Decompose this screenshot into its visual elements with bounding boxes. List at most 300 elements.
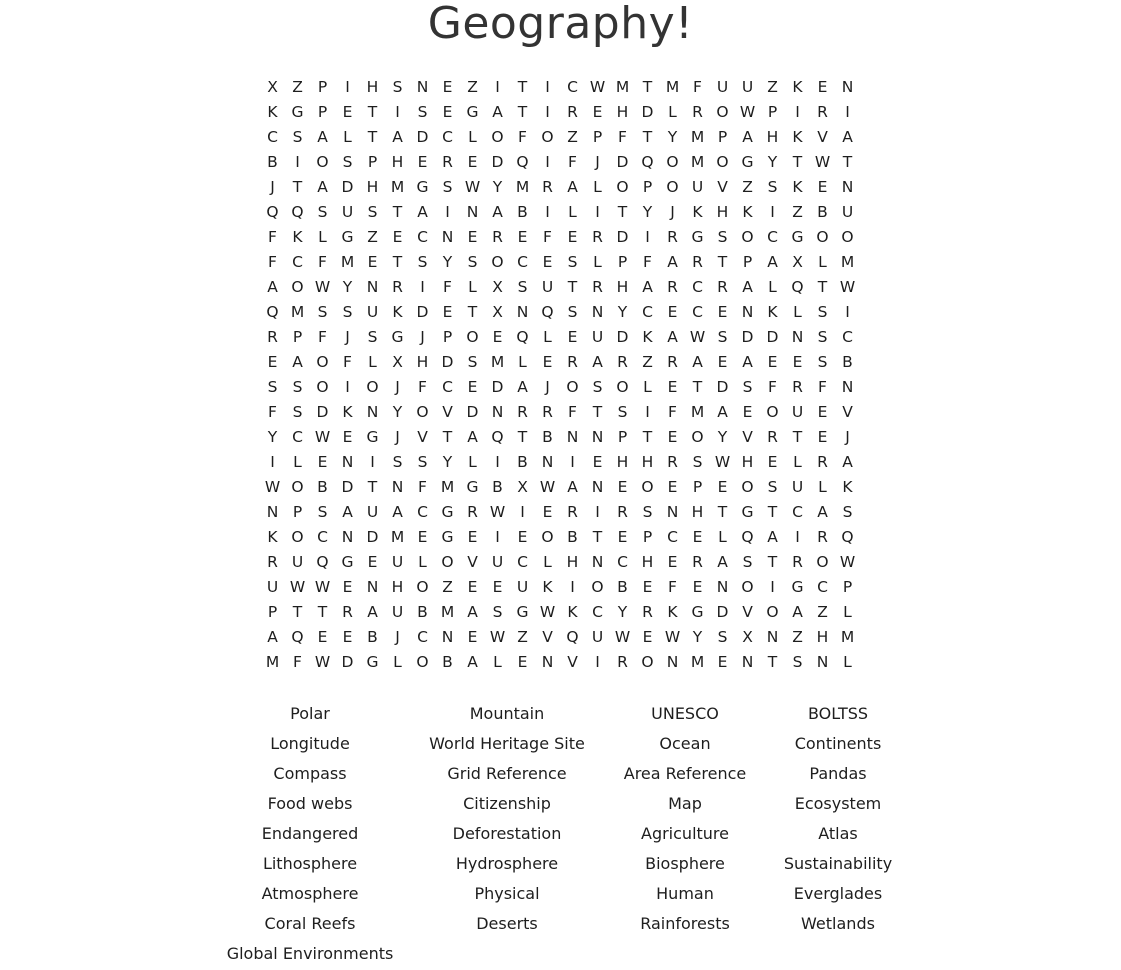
grid-letter[interactable]: S xyxy=(567,303,578,321)
grid-letter[interactable]: S xyxy=(392,453,403,471)
grid-letter[interactable]: T xyxy=(792,153,803,171)
grid-letter[interactable]: Y xyxy=(492,178,503,196)
grid-letter[interactable]: W xyxy=(539,603,556,621)
grid-letter[interactable]: U xyxy=(266,578,279,596)
grid-letter[interactable]: M xyxy=(265,653,280,671)
grid-letter[interactable]: W xyxy=(314,278,331,296)
grid-letter[interactable]: O xyxy=(691,428,704,446)
grid-letter[interactable]: D xyxy=(491,153,504,171)
grid-letter[interactable]: S xyxy=(717,228,728,246)
grid-letter[interactable]: E xyxy=(817,178,828,196)
grid-letter[interactable]: O xyxy=(741,478,754,496)
grid-letter[interactable]: V xyxy=(417,428,428,446)
grid-letter[interactable]: J xyxy=(345,328,350,346)
grid-letter[interactable]: U xyxy=(516,578,529,596)
grid-letter[interactable]: C xyxy=(767,228,778,246)
grid-letter[interactable]: R xyxy=(542,178,553,196)
grid-letter[interactable]: S xyxy=(417,453,428,471)
grid-letter[interactable]: W xyxy=(489,503,506,521)
grid-letter[interactable]: T xyxy=(317,603,328,621)
grid-letter[interactable]: I xyxy=(570,453,575,471)
grid-letter[interactable]: S xyxy=(717,328,728,346)
grid-letter[interactable]: I xyxy=(845,103,850,121)
grid-letter[interactable]: W xyxy=(489,628,506,646)
grid-letter[interactable]: A xyxy=(392,128,403,146)
grid-letter[interactable]: S xyxy=(342,303,353,321)
grid-letter[interactable]: C xyxy=(817,578,828,596)
grid-letter[interactable]: L xyxy=(568,203,577,221)
grid-letter[interactable]: P xyxy=(292,328,303,346)
grid-letter[interactable]: F xyxy=(418,378,427,396)
grid-letter[interactable]: S xyxy=(817,328,828,346)
grid-letter[interactable]: Z xyxy=(567,128,578,146)
grid-letter[interactable]: N xyxy=(466,203,479,221)
grid-letter[interactable]: S xyxy=(592,378,603,396)
grid-letter[interactable]: Q xyxy=(266,303,279,321)
grid-letter[interactable]: Q xyxy=(516,328,529,346)
grid-letter[interactable]: I xyxy=(645,403,650,421)
grid-letter[interactable]: B xyxy=(492,478,503,496)
grid-letter[interactable]: R xyxy=(492,228,503,246)
grid-letter[interactable]: F xyxy=(268,403,277,421)
grid-letter[interactable]: D xyxy=(441,353,454,371)
grid-letter[interactable]: G xyxy=(466,478,479,496)
grid-letter[interactable]: A xyxy=(292,353,303,371)
grid-letter[interactable]: J xyxy=(420,328,425,346)
grid-letter[interactable]: O xyxy=(641,653,654,671)
grid-letter[interactable]: L xyxy=(793,453,802,471)
grid-letter[interactable]: R xyxy=(817,103,828,121)
grid-letter[interactable]: A xyxy=(742,353,753,371)
grid-letter[interactable]: E xyxy=(717,653,728,671)
grid-letter[interactable]: C xyxy=(267,128,278,146)
grid-letter[interactable]: C xyxy=(292,428,303,446)
grid-letter[interactable]: M xyxy=(340,253,355,271)
grid-letter[interactable]: L xyxy=(668,103,677,121)
grid-letter[interactable]: T xyxy=(442,428,453,446)
grid-letter[interactable]: R xyxy=(517,403,528,421)
grid-letter[interactable]: H xyxy=(641,453,654,471)
grid-letter[interactable]: M xyxy=(690,128,705,146)
grid-letter[interactable]: T xyxy=(842,153,853,171)
grid-letter[interactable]: D xyxy=(641,103,654,121)
grid-letter[interactable]: E xyxy=(792,353,803,371)
grid-letter[interactable]: R xyxy=(642,603,653,621)
grid-letter[interactable]: R xyxy=(717,278,728,296)
grid-letter[interactable]: O xyxy=(566,378,579,396)
grid-letter[interactable]: U xyxy=(791,478,804,496)
grid-letter[interactable]: L xyxy=(818,478,827,496)
grid-letter[interactable]: R xyxy=(467,503,478,521)
grid-letter[interactable]: R xyxy=(667,228,678,246)
grid-letter[interactable]: E xyxy=(817,78,828,96)
grid-letter[interactable]: G xyxy=(691,603,704,621)
grid-letter[interactable]: E xyxy=(417,153,428,171)
grid-letter[interactable]: G xyxy=(741,153,754,171)
grid-letter[interactable]: S xyxy=(392,78,403,96)
grid-letter[interactable]: U xyxy=(591,628,604,646)
grid-letter[interactable]: S xyxy=(267,378,278,396)
grid-letter[interactable]: H xyxy=(641,553,654,571)
grid-letter[interactable]: C xyxy=(567,78,578,96)
grid-letter[interactable]: M xyxy=(690,403,705,421)
grid-letter[interactable]: H xyxy=(416,353,429,371)
grid-letter[interactable]: G xyxy=(366,428,379,446)
grid-letter[interactable]: E xyxy=(642,628,653,646)
grid-letter[interactable]: E xyxy=(617,528,628,546)
grid-letter[interactable]: O xyxy=(841,228,854,246)
grid-letter[interactable]: Q xyxy=(541,303,554,321)
grid-letter[interactable]: Y xyxy=(767,153,778,171)
grid-letter[interactable]: R xyxy=(592,228,603,246)
grid-letter[interactable]: S xyxy=(367,328,378,346)
grid-letter[interactable]: K xyxy=(342,403,353,421)
grid-letter[interactable]: O xyxy=(291,478,304,496)
grid-letter[interactable]: F xyxy=(268,253,277,271)
grid-letter[interactable]: O xyxy=(316,353,329,371)
grid-letter[interactable]: E xyxy=(817,403,828,421)
grid-letter[interactable]: M xyxy=(490,353,505,371)
grid-letter[interactable]: O xyxy=(416,578,429,596)
grid-letter[interactable]: I xyxy=(645,228,650,246)
grid-letter[interactable]: E xyxy=(542,503,553,521)
grid-letter[interactable]: L xyxy=(593,178,602,196)
grid-letter[interactable]: T xyxy=(517,428,528,446)
grid-letter[interactable]: Q xyxy=(741,528,754,546)
grid-letter[interactable]: S xyxy=(767,178,778,196)
grid-letter[interactable]: Y xyxy=(717,428,728,446)
grid-letter[interactable]: O xyxy=(741,578,754,596)
grid-letter[interactable]: C xyxy=(292,253,303,271)
grid-letter[interactable]: U xyxy=(791,403,804,421)
grid-letter[interactable]: W xyxy=(464,178,481,196)
grid-letter[interactable]: O xyxy=(816,553,829,571)
grid-letter[interactable]: U xyxy=(591,328,604,346)
grid-letter[interactable]: X xyxy=(492,303,503,321)
grid-letter[interactable]: S xyxy=(317,503,328,521)
grid-letter[interactable]: B xyxy=(842,353,853,371)
grid-letter[interactable]: R xyxy=(667,278,678,296)
grid-letter[interactable]: L xyxy=(768,278,777,296)
grid-letter[interactable]: I xyxy=(595,653,600,671)
grid-letter[interactable]: H xyxy=(766,128,779,146)
grid-letter[interactable]: E xyxy=(467,628,478,646)
grid-letter[interactable]: J xyxy=(845,428,850,446)
grid-letter[interactable]: F xyxy=(268,228,277,246)
grid-letter[interactable]: P xyxy=(617,253,628,271)
grid-letter[interactable]: B xyxy=(567,528,578,546)
grid-letter[interactable]: U xyxy=(716,78,729,96)
grid-letter[interactable]: D xyxy=(341,478,354,496)
grid-letter[interactable]: R xyxy=(267,328,278,346)
grid-letter[interactable]: G xyxy=(341,553,354,571)
grid-letter[interactable]: A xyxy=(717,403,728,421)
grid-letter[interactable]: Z xyxy=(817,603,828,621)
grid-letter[interactable]: I xyxy=(270,453,275,471)
grid-letter[interactable]: A xyxy=(492,203,503,221)
grid-letter[interactable]: F xyxy=(618,128,627,146)
grid-letter[interactable]: F xyxy=(668,578,677,596)
grid-letter[interactable]: P xyxy=(367,153,378,171)
grid-letter[interactable]: V xyxy=(442,403,453,421)
grid-letter[interactable]: N xyxy=(841,378,854,396)
grid-letter[interactable]: P xyxy=(642,178,653,196)
grid-letter[interactable]: S xyxy=(292,403,303,421)
grid-letter[interactable]: Q xyxy=(566,628,579,646)
grid-letter[interactable]: N xyxy=(266,503,279,521)
grid-letter[interactable]: X xyxy=(267,78,278,96)
grid-letter[interactable]: I xyxy=(545,78,550,96)
grid-letter[interactable]: S xyxy=(467,253,478,271)
grid-letter[interactable]: E xyxy=(467,153,478,171)
grid-letter[interactable]: K xyxy=(742,203,753,221)
grid-letter[interactable]: R xyxy=(792,378,803,396)
grid-letter[interactable]: W xyxy=(714,453,731,471)
grid-letter[interactable]: E xyxy=(417,528,428,546)
grid-letter[interactable]: L xyxy=(318,228,327,246)
grid-letter[interactable]: D xyxy=(491,378,504,396)
grid-letter[interactable]: A xyxy=(742,128,753,146)
grid-letter[interactable]: O xyxy=(541,128,554,146)
grid-letter[interactable]: E xyxy=(542,353,553,371)
grid-letter[interactable]: N xyxy=(841,178,854,196)
grid-letter[interactable]: X xyxy=(792,253,803,271)
grid-letter[interactable]: M xyxy=(290,303,305,321)
grid-letter[interactable]: N xyxy=(366,578,379,596)
grid-letter[interactable]: D xyxy=(341,178,354,196)
grid-letter[interactable]: T xyxy=(392,253,403,271)
grid-letter[interactable]: E xyxy=(342,628,353,646)
grid-letter[interactable]: J xyxy=(670,203,675,221)
grid-letter[interactable]: K xyxy=(792,128,803,146)
grid-letter[interactable]: R xyxy=(792,553,803,571)
grid-letter[interactable]: Z xyxy=(367,228,378,246)
grid-letter[interactable]: S xyxy=(517,278,528,296)
grid-letter[interactable]: U xyxy=(391,553,404,571)
grid-letter[interactable]: A xyxy=(367,603,378,621)
grid-letter[interactable]: R xyxy=(692,253,703,271)
grid-letter[interactable]: H xyxy=(366,178,379,196)
grid-letter[interactable]: S xyxy=(317,203,328,221)
grid-letter[interactable]: J xyxy=(395,628,400,646)
grid-letter[interactable]: P xyxy=(742,253,753,271)
grid-letter[interactable]: M xyxy=(665,78,680,96)
grid-letter[interactable]: M xyxy=(440,478,455,496)
grid-letter[interactable]: E xyxy=(667,378,678,396)
grid-letter[interactable]: A xyxy=(842,453,853,471)
grid-letter[interactable]: O xyxy=(666,178,679,196)
grid-letter[interactable]: L xyxy=(393,653,402,671)
grid-letter[interactable]: F xyxy=(643,253,652,271)
grid-letter[interactable]: K xyxy=(267,528,278,546)
grid-letter[interactable]: Y xyxy=(392,403,403,421)
grid-letter[interactable]: M xyxy=(840,628,855,646)
grid-letter[interactable]: Q xyxy=(791,278,804,296)
grid-letter[interactable]: G xyxy=(691,228,704,246)
grid-letter[interactable]: G xyxy=(366,653,379,671)
grid-letter[interactable]: O xyxy=(716,153,729,171)
grid-letter[interactable]: K xyxy=(667,603,678,621)
grid-letter[interactable]: O xyxy=(741,228,754,246)
grid-letter[interactable]: H xyxy=(716,203,729,221)
grid-letter[interactable]: W xyxy=(314,578,331,596)
grid-letter[interactable]: I xyxy=(520,503,525,521)
grid-letter[interactable]: R xyxy=(692,103,703,121)
grid-letter[interactable]: A xyxy=(492,103,503,121)
grid-letter[interactable]: E xyxy=(317,453,328,471)
grid-letter[interactable]: E xyxy=(442,103,453,121)
grid-letter[interactable]: T xyxy=(517,103,528,121)
grid-letter[interactable]: I xyxy=(770,578,775,596)
grid-letter[interactable]: J xyxy=(545,378,550,396)
grid-letter[interactable]: S xyxy=(292,128,303,146)
grid-letter[interactable]: R xyxy=(392,278,403,296)
grid-letter[interactable]: H xyxy=(391,578,404,596)
grid-letter[interactable]: M xyxy=(690,653,705,671)
grid-letter[interactable]: D xyxy=(616,328,629,346)
grid-letter[interactable]: Y xyxy=(442,453,453,471)
grid-letter[interactable]: E xyxy=(667,428,678,446)
grid-letter[interactable]: A xyxy=(467,653,478,671)
grid-letter[interactable]: E xyxy=(467,378,478,396)
grid-letter[interactable]: S xyxy=(842,503,853,521)
grid-letter[interactable]: F xyxy=(318,253,327,271)
grid-letter[interactable]: A xyxy=(317,128,328,146)
grid-letter[interactable]: P xyxy=(642,528,653,546)
grid-letter[interactable]: T xyxy=(517,78,528,96)
grid-letter[interactable]: M xyxy=(390,178,405,196)
grid-letter[interactable]: W xyxy=(289,578,306,596)
grid-letter[interactable]: H xyxy=(616,453,629,471)
grid-letter[interactable]: S xyxy=(567,253,578,271)
grid-letter[interactable]: P xyxy=(592,128,603,146)
grid-letter[interactable]: V xyxy=(742,603,753,621)
grid-letter[interactable]: I xyxy=(495,528,500,546)
grid-letter[interactable]: V xyxy=(717,178,728,196)
grid-letter[interactable]: H xyxy=(816,628,829,646)
grid-letter[interactable]: T xyxy=(367,478,378,496)
grid-letter[interactable]: D xyxy=(416,303,429,321)
grid-letter[interactable]: R xyxy=(767,428,778,446)
grid-letter[interactable]: Q xyxy=(641,153,654,171)
grid-letter[interactable]: R xyxy=(542,403,553,421)
grid-letter[interactable]: I xyxy=(445,203,450,221)
grid-letter[interactable]: X xyxy=(742,628,753,646)
grid-letter[interactable]: N xyxy=(666,503,679,521)
grid-letter[interactable]: L xyxy=(468,128,477,146)
grid-letter[interactable]: P xyxy=(842,578,853,596)
grid-letter[interactable]: O xyxy=(616,378,629,396)
grid-letter[interactable]: S xyxy=(717,628,728,646)
grid-letter[interactable]: C xyxy=(517,553,528,571)
grid-letter[interactable]: N xyxy=(741,303,754,321)
grid-letter[interactable]: G xyxy=(466,103,479,121)
grid-letter[interactable]: D xyxy=(341,653,354,671)
grid-letter[interactable]: K xyxy=(267,103,278,121)
grid-letter[interactable]: N xyxy=(591,553,604,571)
grid-letter[interactable]: S xyxy=(642,503,653,521)
grid-letter[interactable]: Y xyxy=(642,203,653,221)
grid-letter[interactable]: Z xyxy=(792,203,803,221)
grid-letter[interactable]: A xyxy=(342,503,353,521)
grid-letter[interactable]: A xyxy=(392,503,403,521)
grid-letter[interactable]: K xyxy=(692,203,703,221)
grid-letter[interactable]: B xyxy=(417,603,428,621)
grid-letter[interactable]: S xyxy=(692,453,703,471)
grid-letter[interactable]: M xyxy=(690,153,705,171)
grid-letter[interactable]: E xyxy=(367,253,378,271)
grid-letter[interactable]: I xyxy=(770,203,775,221)
grid-letter[interactable]: R xyxy=(567,503,578,521)
grid-letter[interactable]: C xyxy=(642,303,653,321)
grid-letter[interactable]: L xyxy=(818,253,827,271)
grid-letter[interactable]: M xyxy=(515,178,530,196)
grid-letter[interactable]: S xyxy=(417,103,428,121)
grid-letter[interactable]: R xyxy=(667,353,678,371)
grid-letter[interactable]: C xyxy=(417,628,428,646)
grid-letter[interactable]: A xyxy=(717,553,728,571)
grid-letter[interactable]: C xyxy=(692,303,703,321)
grid-letter[interactable]: A xyxy=(267,628,278,646)
grid-letter[interactable]: H xyxy=(616,278,629,296)
grid-letter[interactable]: B xyxy=(442,653,453,671)
grid-letter[interactable]: K xyxy=(767,303,778,321)
grid-letter[interactable]: O xyxy=(316,378,329,396)
grid-letter[interactable]: O xyxy=(616,178,629,196)
grid-letter[interactable]: L xyxy=(368,353,377,371)
grid-letter[interactable]: K xyxy=(642,328,653,346)
grid-letter[interactable]: F xyxy=(418,478,427,496)
grid-letter[interactable]: E xyxy=(467,528,478,546)
grid-letter[interactable]: T xyxy=(692,378,703,396)
grid-letter[interactable]: N xyxy=(391,478,404,496)
grid-letter[interactable]: S xyxy=(292,378,303,396)
grid-letter[interactable]: A xyxy=(567,178,578,196)
grid-letter[interactable]: R xyxy=(267,553,278,571)
grid-letter[interactable]: G xyxy=(441,528,454,546)
grid-letter[interactable]: U xyxy=(841,203,854,221)
grid-letter[interactable]: N xyxy=(441,228,454,246)
grid-letter[interactable]: F xyxy=(293,653,302,671)
grid-letter[interactable]: A xyxy=(317,178,328,196)
grid-letter[interactable]: U xyxy=(291,553,304,571)
grid-letter[interactable]: S xyxy=(342,153,353,171)
grid-letter[interactable]: H xyxy=(366,78,379,96)
grid-letter[interactable]: D xyxy=(416,128,429,146)
grid-letter[interactable]: L xyxy=(793,303,802,321)
grid-letter[interactable]: E xyxy=(742,403,753,421)
grid-letter[interactable]: E xyxy=(567,328,578,346)
grid-letter[interactable]: G xyxy=(416,178,429,196)
grid-letter[interactable]: Z xyxy=(442,578,453,596)
grid-letter[interactable]: I xyxy=(345,378,350,396)
grid-letter[interactable]: N xyxy=(541,453,554,471)
grid-letter[interactable]: F xyxy=(668,403,677,421)
grid-letter[interactable]: Q xyxy=(491,428,504,446)
grid-letter[interactable]: U xyxy=(391,603,404,621)
grid-letter[interactable]: N xyxy=(591,478,604,496)
grid-letter[interactable]: E xyxy=(517,228,528,246)
grid-letter[interactable]: V xyxy=(542,628,553,646)
grid-letter[interactable]: C xyxy=(792,503,803,521)
grid-letter[interactable]: N xyxy=(791,328,804,346)
grid-letter[interactable]: F xyxy=(568,153,577,171)
grid-letter[interactable]: O xyxy=(541,528,554,546)
grid-letter[interactable]: V xyxy=(567,653,578,671)
grid-letter[interactable]: I xyxy=(545,103,550,121)
grid-letter[interactable]: N xyxy=(591,428,604,446)
grid-letter[interactable]: E xyxy=(492,578,503,596)
